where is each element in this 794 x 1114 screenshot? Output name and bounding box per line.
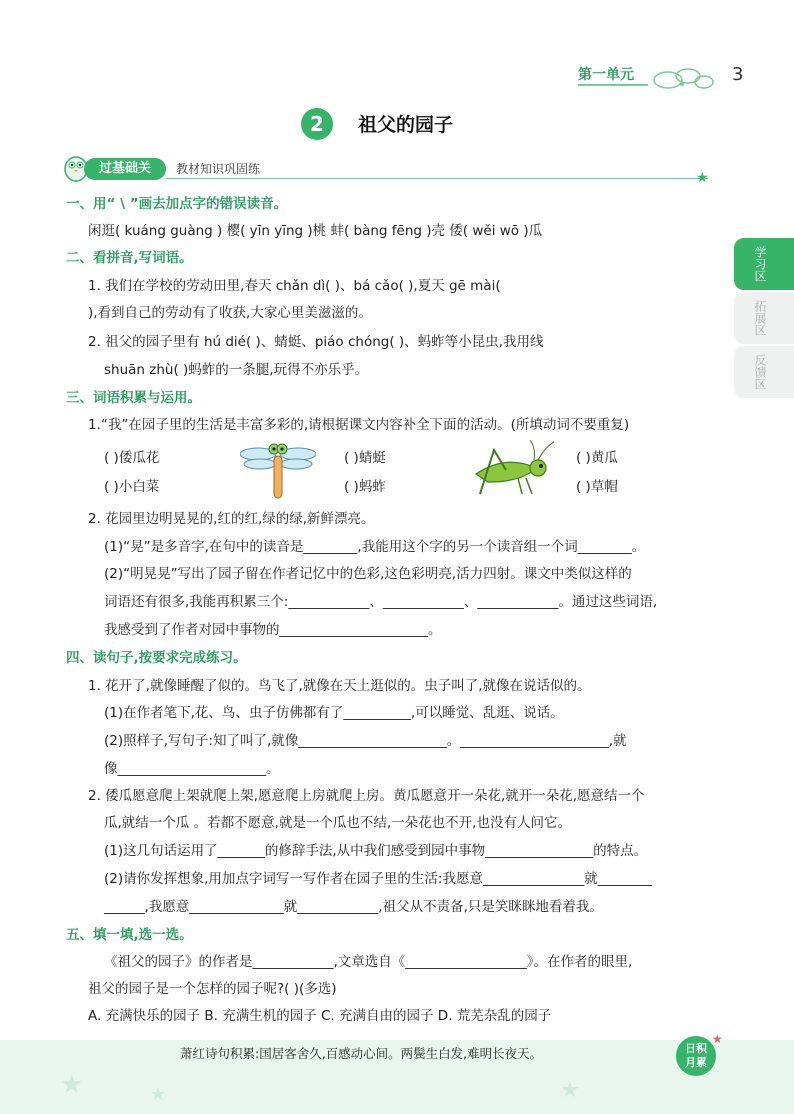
q1-title: 一、用“ \ ”画去加点字的错误读音。 [66,196,288,212]
q2-line-3: 2. 祖父的园子里有 hú dié( )、蜻蜓、piáo chóng( )、蚂蚱等小昆虫,我用线 [88,334,544,350]
q4-line-6: 瓜,就结一个瓜 。若都不愿意,就是一个瓜也不结,一朵花也不开,也没有人问它。 [104,815,571,831]
q3-row1-c: ( )黄瓜 [576,450,618,466]
q3-line-3: (1)“晃”是多音字,在句中的读音是________,我能用这个字的另一个读音组一个词________。 [104,539,646,555]
star-icon: ★ [60,1070,84,1100]
unit-label: 第一单元 [578,67,634,83]
q5-options: A. 充满快乐的园子 B. 充满生机的园子 C. 充满自由的园子 D. 荒芜杂乱的园子 [88,1008,552,1024]
section-banner: 过基础关 [84,158,166,180]
q3-row2-b: ( )蚂蚱 [344,479,386,495]
header-rule [578,84,648,86]
q4-line-4: 像______________________。 [104,761,280,777]
section-subtitle: 教材知识巩固练 [176,162,261,176]
q3-row2-a: ( )小白菜 [104,479,160,495]
q5-line-2: 祖父的园子是一个怎样的园子呢?( )(多选) [88,981,337,997]
q4-line-5: 2. 倭瓜愿意爬上架就爬上架,愿意爬上房就爬上房。黄瓜愿意开一朵花,就开一朵花,愿意结一个 [88,788,645,804]
footer-badge: 日积 月累 [676,1036,716,1076]
q3-row2-c: ( )草帽 [576,479,618,495]
side-tabs [734,238,794,400]
q4-line-9: ______,我愿意______________就____________,祖父从不责备,只是笑眯眯地看着我。 [104,899,603,915]
lesson-number-badge: 2 [301,108,333,140]
q4-line-3: (2)照样子,写句子:知了叫了,就像______________________。______________________,就 [104,733,627,749]
q2-line-1: 1. 我们在学校的劳动田里,春天 chǎn dì( )、bá cǎo( ),夏天 gē mài( [88,278,501,294]
q3-row1-b: ( )蜻蜓 [344,450,386,466]
q3-title: 三、词语积累与运用。 [66,390,201,406]
tab-feedback[interactable]: 反馈区 [734,346,794,398]
page-number: 3 [732,64,744,85]
tab-extend[interactable]: 拓展区 [734,292,794,344]
tab-study[interactable]: 学习区 [734,238,794,290]
q3-line-4: (2)“明晃晃”写出了园子留在作者记忆中的色彩,这色彩明亮,活力四射。课文中类似这样的 [104,566,632,582]
q3-line-6: 我感受到了作者对园中事物的______________________。 [104,622,442,638]
lesson-title: 祖父的园子 [358,114,454,136]
star-icon: ★ [560,1078,580,1103]
cloud-ornament-icon [648,64,718,92]
star-icon: ★ [150,1084,167,1105]
grasshopper-icon [466,440,556,498]
footer-poem: 萧红诗句积累:国居客舍久,百感动心间。两鬓生白发,难明长夜天。 [180,1046,543,1061]
q5-title: 五、填一填,选一选。 [66,927,193,943]
star-icon: ★ [696,170,709,186]
q3-line-1: 1.“我”在园子里的生活是丰富多彩的,请根据课文内容补全下面的活动。(所填动词不要重复) [88,417,630,433]
star-icon: ★ [712,1032,723,1046]
q2-line-2: ),看到自己的劳动有了收获,大家心里美滋滋的。 [88,305,372,321]
section-rule [166,178,708,179]
q4-title: 四、读句子,按要求完成练习。 [66,650,247,666]
dragonfly-icon [240,440,316,500]
q3-line-5: 词语还有很多,我能再积累三个:____________、____________、____________。通过这些词语, [104,594,658,610]
q4-line-7: (1)这几句话运用了_______的修辞手法,从中我们感受到园中事物________________的特点。 [104,843,648,859]
q5-line-1: 《祖父的园子》的作者是____________,文章选自《__________________》。在作者的眼里, [104,954,633,970]
q4-line-2: (1)在作者笔下,花、鸟、虫子仿佛都有了__________,可以睡觉、乱逛、说话。 [104,705,564,721]
q2-title: 二、看拼音,写词语。 [66,250,193,266]
q3-line-2: 2. 花园里边明晃晃的,红的红,绿的绿,新鲜漂亮。 [88,511,375,527]
q2-line-4: shuān zhù( )蚂蚱的一条腿,玩得不亦乐乎。 [104,362,369,378]
q1-line: 闲逛( kuáng guàng ) 樱( yīn yīng )桃 蚌( bàng fēng )壳 倭( wěi wō )瓜 [88,223,543,239]
q4-line-8: (2)请你发挥想象,用加点字词写一写作者在园子里的生活:我愿意_______________就________ [104,871,652,887]
q3-row1-a: ( )倭瓜花 [104,450,160,466]
q4-line-1: 1. 花开了,就像睡醒了似的。鸟飞了,就像在天上逛似的。虫子叫了,就像在说话似的。 [88,678,591,694]
